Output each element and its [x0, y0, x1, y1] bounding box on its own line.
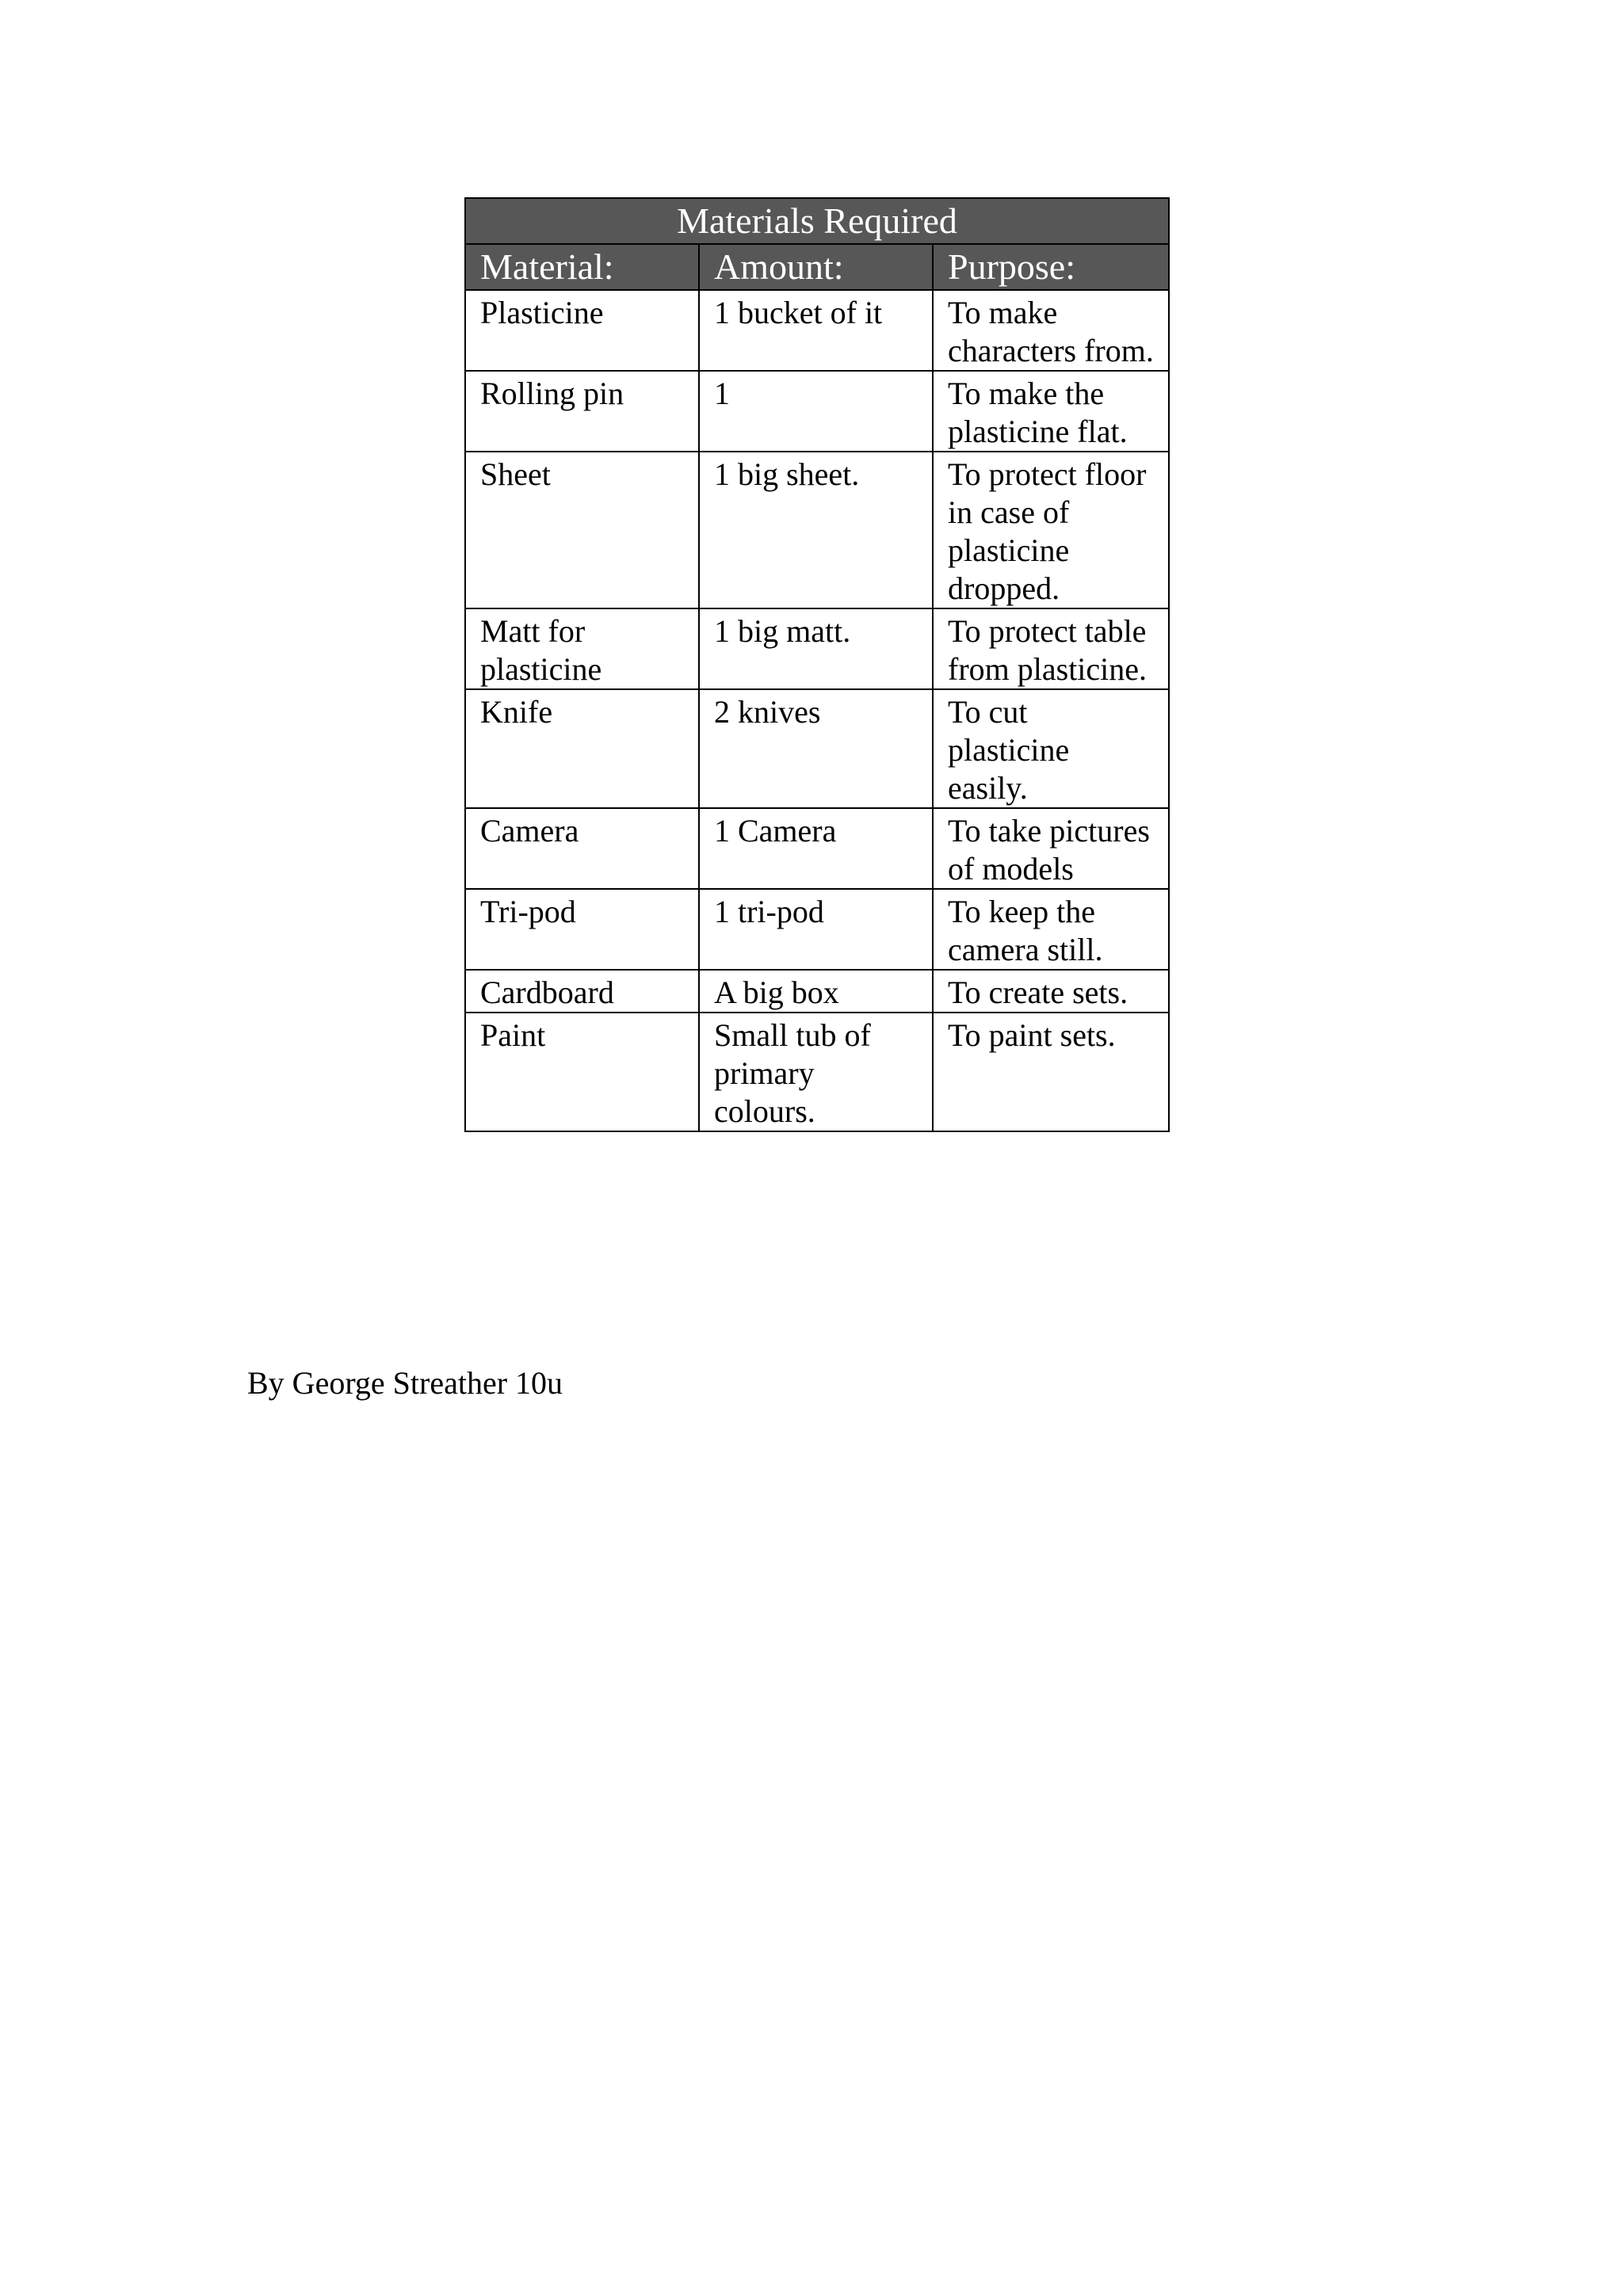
amount-cell: 1 tri-pod — [699, 889, 933, 970]
amount-cell: 1 Camera — [699, 808, 933, 889]
table-title-row — [465, 198, 1169, 244]
table-row — [465, 808, 1169, 889]
purpose-cell: To make the plasticine flat. — [933, 371, 1169, 452]
material-cell: Paint — [465, 1013, 699, 1131]
header-amount: Amount: — [699, 244, 933, 290]
materials-table — [464, 197, 1170, 1132]
header-material: Material: — [465, 244, 699, 290]
purpose-cell: To create sets. — [933, 970, 1169, 1013]
purpose-cell: To cut plasticine easily. — [933, 689, 1169, 808]
purpose-cell: To take pictures of models — [933, 808, 1169, 889]
table-row — [465, 970, 1169, 1013]
header-purpose: Purpose: — [933, 244, 1169, 290]
table-row — [465, 1013, 1169, 1131]
amount-cell: 1 big matt. — [699, 608, 933, 689]
amount-cell: 1 bucket of it — [699, 290, 933, 371]
purpose-cell: To keep the camera still. — [933, 889, 1169, 970]
material-cell: Plasticine — [465, 290, 699, 371]
author-byline: By George Streather 10u — [247, 1365, 563, 1401]
amount-cell: 2 knives — [699, 689, 933, 808]
purpose-cell: To make characters from. — [933, 290, 1169, 371]
material-cell: Knife — [465, 689, 699, 808]
material-cell: Cardboard — [465, 970, 699, 1013]
material-cell: Sheet — [465, 452, 699, 608]
material-cell: Tri-pod — [465, 889, 699, 970]
table-row — [465, 608, 1169, 689]
amount-cell: A big box — [699, 970, 933, 1013]
material-cell: Camera — [465, 808, 699, 889]
table-row — [465, 889, 1169, 970]
table-row — [465, 689, 1169, 808]
table-row — [465, 452, 1169, 608]
table-row — [465, 371, 1169, 452]
table-row — [465, 290, 1169, 371]
table-header-row — [465, 244, 1169, 290]
purpose-cell: To paint sets. — [933, 1013, 1169, 1131]
material-cell: Matt for plasticine — [465, 608, 699, 689]
table-title: Materials Required — [465, 198, 1169, 244]
amount-cell: Small tub of primary colours. — [699, 1013, 933, 1131]
purpose-cell: To protect floor in case of plasticine dropped. — [933, 452, 1169, 608]
material-cell: Rolling pin — [465, 371, 699, 452]
purpose-cell: To protect table from plasticine. — [933, 608, 1169, 689]
amount-cell: 1 big sheet. — [699, 452, 933, 608]
amount-cell: 1 — [699, 371, 933, 452]
